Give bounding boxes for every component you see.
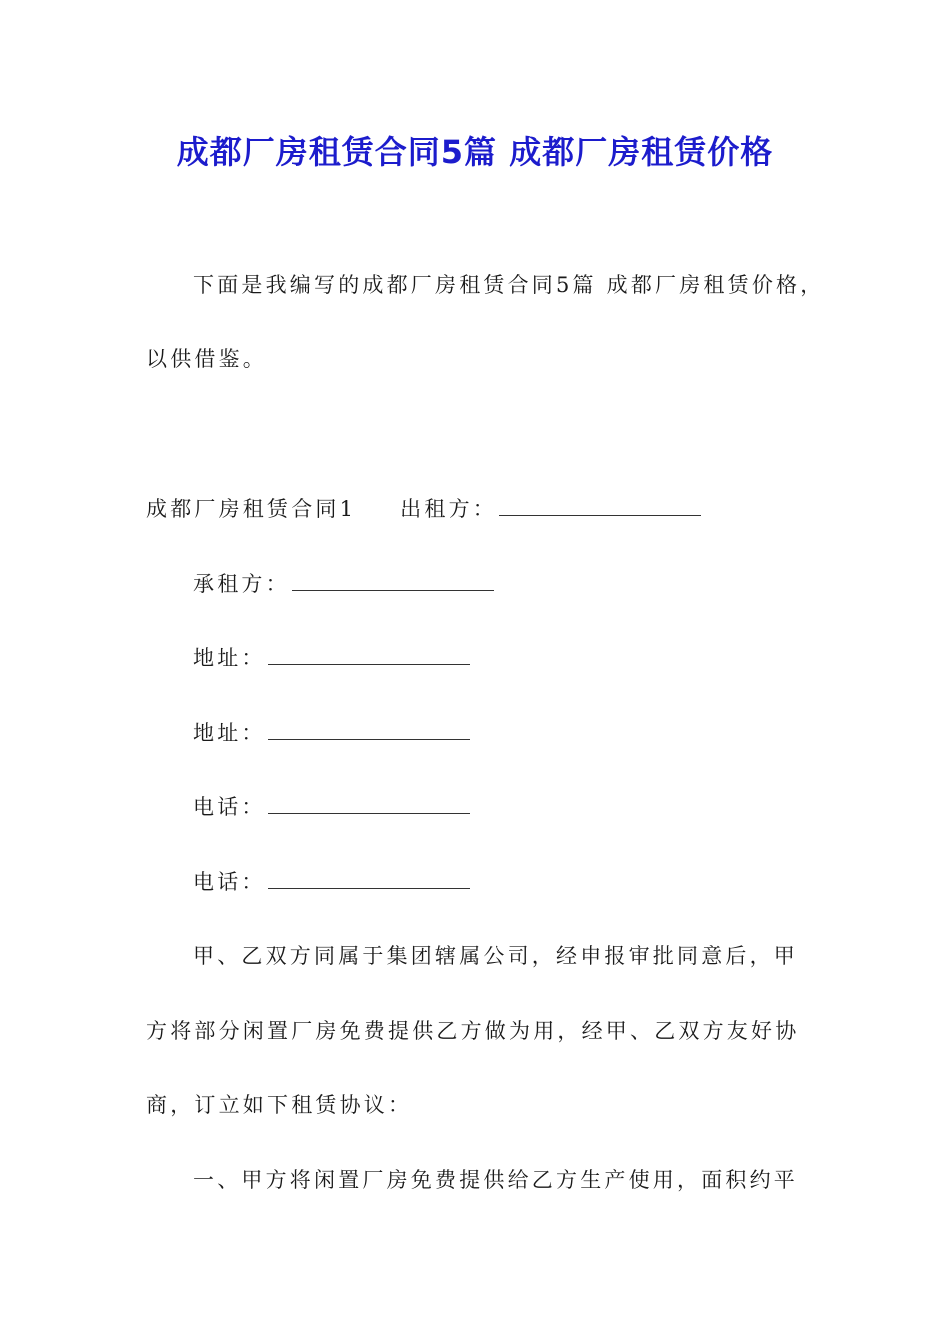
paragraph1-line-1: 甲、乙双方同属于集团辖属公司，经申报审批同意后，甲 bbox=[193, 944, 798, 968]
lessee-row bbox=[193, 569, 494, 599]
address-blank-1 bbox=[268, 646, 470, 665]
phone-label-2: 电话： bbox=[193, 870, 266, 894]
phone-row-1 bbox=[193, 792, 470, 822]
intro-line-2: 以供借鉴。 bbox=[146, 347, 267, 371]
intro-line-1: 下面是我编写的成都厂房租赁合同5篇 成都厂房租赁价格， bbox=[193, 273, 825, 297]
lessee-blank bbox=[292, 572, 494, 591]
phone-blank-1 bbox=[268, 795, 470, 814]
paragraph1-line-3: 商，订立如下租赁协议： bbox=[146, 1093, 413, 1117]
document-title: 成都厂房租赁合同5篇 成都厂房租赁价格 bbox=[176, 133, 774, 171]
clause1-line-1: 一、甲方将闲置厂房免费提供给乙方生产使用，面积约平 bbox=[193, 1168, 798, 1192]
contract-heading-row bbox=[146, 494, 701, 524]
lessor-label: 出租方： bbox=[400, 497, 497, 521]
address-row-2 bbox=[193, 718, 470, 748]
paragraph1-line-2: 方将部分闲置厂房免费提供乙方做为用，经甲、乙双方友好协 bbox=[146, 1019, 800, 1043]
contract-heading: 成都厂房租赁合同1 bbox=[146, 497, 357, 521]
phone-blank-2 bbox=[268, 870, 470, 889]
phone-row-2 bbox=[193, 867, 470, 897]
phone-label-1: 电话： bbox=[193, 795, 266, 819]
address-blank-2 bbox=[268, 721, 470, 740]
lessor-blank bbox=[499, 497, 701, 516]
address-label-2: 地址： bbox=[193, 721, 266, 745]
address-row-1 bbox=[193, 643, 470, 673]
lessee-label: 承租方： bbox=[193, 572, 290, 596]
address-label-1: 地址： bbox=[193, 646, 266, 670]
